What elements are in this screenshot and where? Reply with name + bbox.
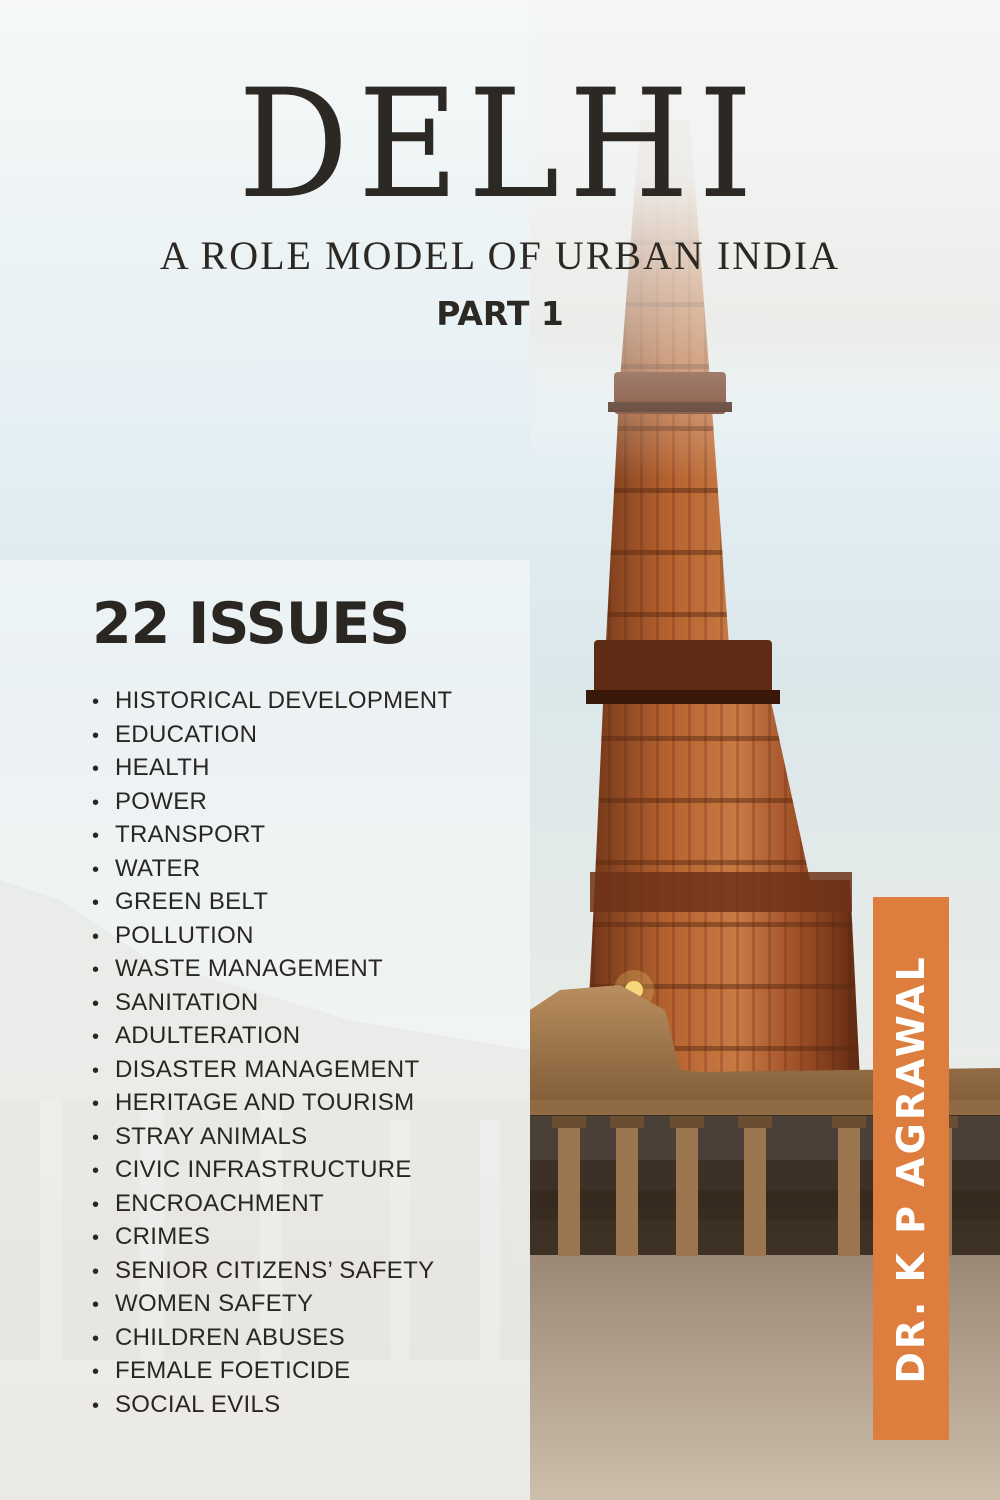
- bullet-icon: •: [92, 1193, 100, 1216]
- issue-label: CHILDREN ABUSES: [115, 1323, 345, 1351]
- list-item: [92, 751, 452, 785]
- issue-label: GREEN BELT: [115, 888, 269, 915]
- list-item: [92, 818, 452, 852]
- author-band: [873, 897, 949, 1440]
- list-item: [92, 952, 452, 986]
- issue-label: SOCIAL EVILS: [115, 1390, 281, 1418]
- issue-label: TRANSPORT: [115, 821, 266, 848]
- bullet-icon: •: [92, 724, 100, 747]
- issue-label: WATER: [115, 854, 201, 882]
- bullet-icon: •: [92, 758, 100, 780]
- issue-label: POWER: [115, 787, 208, 815]
- list-item: [92, 1220, 452, 1254]
- list-item: [92, 1254, 452, 1288]
- bullet-icon: •: [92, 1260, 100, 1283]
- issue-label: HEALTH: [115, 754, 210, 781]
- list-item: [92, 785, 452, 819]
- issue-label: CRIMES: [115, 1223, 211, 1250]
- part-label: PART 1: [436, 294, 564, 333]
- list-item: [92, 852, 452, 886]
- bullet-icon: •: [92, 1394, 100, 1417]
- list-item: [92, 1120, 452, 1154]
- issue-label: CIVIC INFRASTRUCTURE: [115, 1156, 412, 1183]
- list-item: [92, 919, 452, 953]
- book-subtitle: A ROLE MODEL OF URBAN INDIA: [159, 233, 841, 278]
- bullet-icon: •: [92, 1361, 100, 1383]
- author-name: DR. K P AGRAWAL: [889, 953, 933, 1384]
- issue-label: ENCROACHMENT: [115, 1189, 324, 1217]
- list-item: [92, 1287, 452, 1321]
- list-item: [92, 1086, 452, 1120]
- bullet-icon: •: [92, 892, 100, 914]
- list-item: [92, 1187, 452, 1221]
- issue-label: WASTE MANAGEMENT: [115, 955, 383, 982]
- issue-label: SENIOR CITIZENS’ SAFETY: [115, 1256, 435, 1284]
- list-item: [92, 1354, 452, 1388]
- bullet-icon: •: [92, 959, 100, 981]
- bullet-icon: •: [92, 1327, 100, 1350]
- bullet-icon: •: [92, 925, 100, 948]
- list-item: [92, 986, 452, 1020]
- list-item: [92, 684, 452, 718]
- issue-label: EDUCATION: [115, 720, 258, 748]
- list-item: [92, 885, 452, 919]
- bullet-icon: •: [92, 1026, 100, 1048]
- list-item: [92, 1019, 452, 1053]
- book-title: DELHI: [238, 58, 762, 232]
- bullet-icon: •: [92, 858, 100, 881]
- bullet-icon: •: [92, 1059, 100, 1082]
- issue-label: ADULTERATION: [115, 1022, 301, 1049]
- bullet-icon: •: [92, 1093, 100, 1115]
- issue-label: STRAY ANIMALS: [115, 1122, 308, 1150]
- issues-list: [92, 684, 452, 1421]
- issue-label: WOMEN SAFETY: [115, 1290, 314, 1317]
- issue-label: HERITAGE AND TOURISM: [115, 1089, 415, 1116]
- bullet-icon: •: [92, 1126, 100, 1149]
- issue-label: DISASTER MANAGEMENT: [115, 1055, 420, 1083]
- bullet-icon: •: [92, 791, 100, 814]
- issue-label: HISTORICAL DEVELOPMENT: [115, 687, 453, 714]
- list-item: [92, 718, 452, 752]
- list-item: [92, 1053, 452, 1087]
- bullet-icon: •: [92, 1294, 100, 1316]
- list-item: [92, 1388, 452, 1422]
- issue-label: POLLUTION: [115, 921, 254, 949]
- list-item: [92, 1321, 452, 1355]
- issue-label: FEMALE FOETICIDE: [115, 1357, 351, 1384]
- bullet-icon: •: [92, 1227, 100, 1249]
- bullet-icon: •: [92, 1160, 100, 1182]
- bullet-icon: •: [92, 992, 100, 1015]
- bullet-icon: •: [92, 825, 100, 847]
- list-item: [92, 1153, 452, 1187]
- issues-heading: 22 ISSUES: [92, 591, 410, 657]
- title-block: [0, 58, 1000, 333]
- issue-label: SANITATION: [115, 988, 259, 1016]
- bullet-icon: •: [92, 691, 100, 713]
